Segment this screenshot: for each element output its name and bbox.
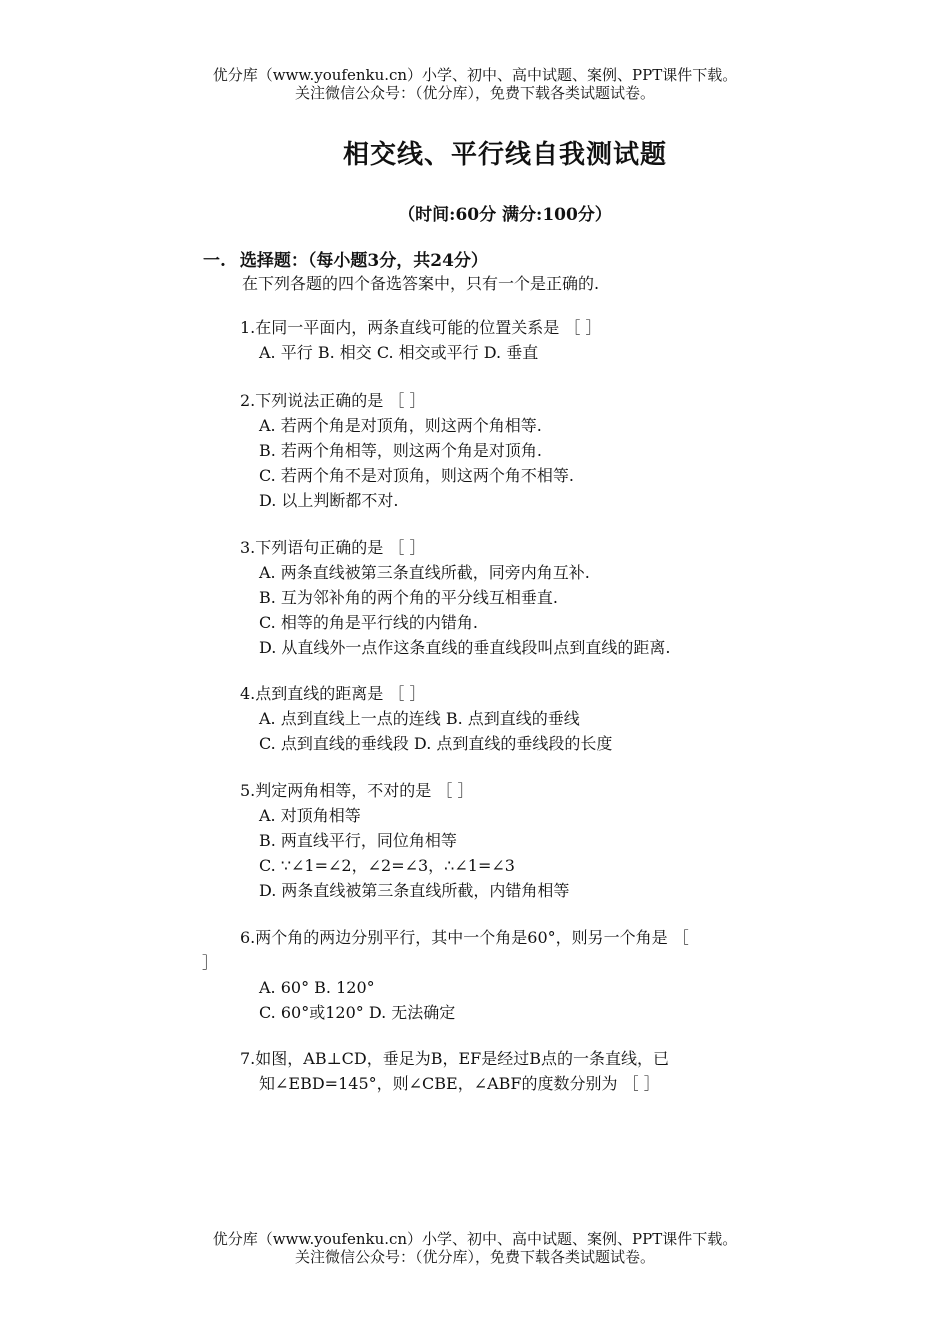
question-stem: 5.判定两角相等，不对的是 ［ ］	[240, 781, 474, 800]
question-option: B. 互为邻补角的两个角的平分线互相垂直.	[259, 588, 559, 607]
footer-line-2: 关注微信公众号：（优分库），免费下载各类试题试卷。	[294, 1248, 655, 1266]
question-option: D. 从直线外一点作这条直线的垂直线段叫点到直线的距离.	[259, 638, 671, 657]
question-5	[240, 778, 569, 903]
question-option: A. 60° B. 120°	[259, 978, 375, 997]
question-option: A. 平行 B. 相交 C. 相交或平行 D. 垂直	[259, 343, 539, 362]
page-footer	[0, 1230, 950, 1266]
page-header	[0, 66, 950, 102]
question-4	[240, 681, 612, 756]
question-2	[240, 388, 574, 513]
page-title: 相交线、平行线自我测试题	[342, 140, 667, 170]
question-option: B. 若两个角相等，则这两个角是对顶角.	[259, 441, 543, 460]
section-heading	[203, 246, 488, 271]
question-stem: 4.点到直线的距离是 ［ ］	[240, 684, 426, 703]
question-1	[240, 315, 601, 365]
question-option: D. 两条直线被第三条直线所截，内错角相等	[259, 881, 570, 900]
question-option: C. 点到直线的垂线段 D. 点到直线的垂线段的长度	[259, 734, 613, 753]
question-option: C. ∵∠1=∠2，∠2=∠3，∴∠1=∠3	[259, 856, 515, 875]
question-stem: 7.如图，AB⊥CD，垂足为B，EF是经过B点的一条直线，已	[240, 1049, 669, 1068]
question-stem-continued: ］	[202, 953, 219, 972]
question-option: A. 两条直线被第三条直线所截，同旁内角互补.	[259, 563, 590, 582]
question-option: D. 以上判断都不对.	[259, 491, 399, 510]
footer-line-1: 优分库（www.youfenku.cn）小学、初中、高中试题、案例、PPT课件下载。	[212, 1230, 738, 1248]
section-number: 一.	[203, 251, 226, 271]
question-option: C. 若两个角不是对顶角，则这两个角不相等.	[259, 466, 574, 485]
question-stem: 6.两个角的两边分别平行，其中一个角是60°，则另一个角是 ［	[240, 928, 689, 947]
exam-time-score: （时间:60分 满分:100分）	[398, 205, 612, 225]
question-stem: 1.在同一平面内，两条直线可能的位置关系是 ［ ］	[240, 318, 602, 337]
section-intro: 在下列各题的四个备选答案中，只有一个是正确的.	[242, 274, 600, 293]
question-stem: 3.下列语句正确的是 ［ ］	[240, 538, 426, 557]
question-stem-continued: 知∠EBD=145°，则∠CBE，∠ABF的度数分别为 ［ ］	[259, 1074, 660, 1093]
question-7	[240, 1046, 669, 1096]
question-option: A. 若两个角是对顶角，则这两个角相等.	[259, 416, 542, 435]
question-3	[240, 535, 671, 660]
question-stem: 2.下列说法正确的是 ［ ］	[240, 391, 426, 410]
section-title: 选择题：（每小题3分，共24分）	[239, 251, 488, 271]
question-option: C. 相等的角是平行线的内错角.	[259, 613, 478, 632]
question-6	[202, 925, 689, 1025]
header-line-1: 优分库（www.youfenku.cn）小学、初中、高中试题、案例、PPT课件下载。	[212, 66, 738, 84]
question-option: A. 点到直线上一点的连线 B. 点到直线的垂线	[259, 709, 580, 728]
question-option: A. 对顶角相等	[259, 806, 361, 825]
question-option: C. 60°或120° D. 无法确定	[259, 1003, 456, 1022]
header-line-2: 关注微信公众号：（优分库），免费下载各类试题试卷。	[294, 84, 655, 102]
question-option: B. 两直线平行，同位角相等	[259, 831, 457, 850]
